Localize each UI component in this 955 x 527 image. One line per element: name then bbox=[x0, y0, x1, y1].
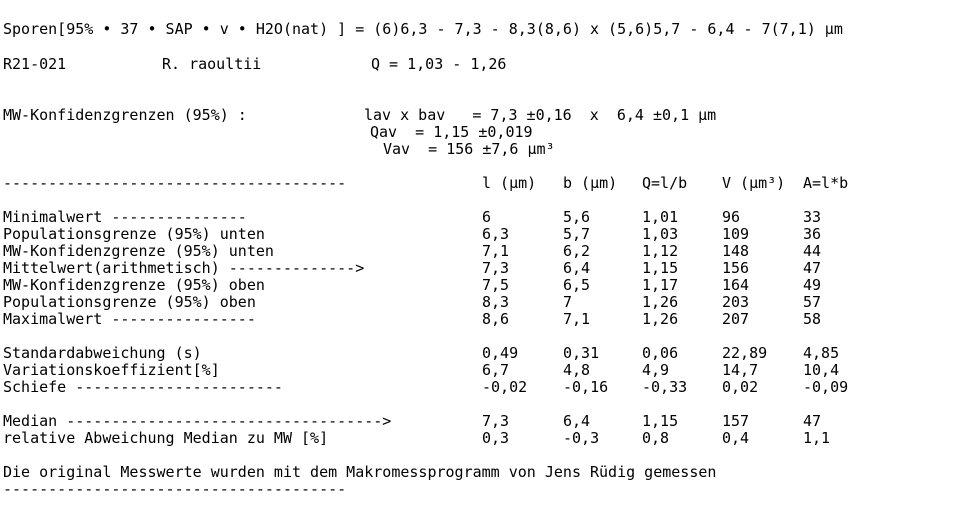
row-label: MW-Konfidenzgrenze (95%) oben bbox=[3, 276, 265, 294]
table-cell: 1,1 bbox=[803, 429, 831, 447]
table-cell: 47 bbox=[803, 259, 822, 277]
table-cell: 5,6 bbox=[563, 208, 591, 226]
table-cell: 1,26 bbox=[642, 310, 679, 328]
row-label: MW-Konfidenzgrenze (95%) unten bbox=[3, 242, 274, 260]
table-header-divider: -------------------------------------- bbox=[3, 174, 347, 192]
table-cell: 47 bbox=[803, 412, 822, 430]
table-cell: 6,3 bbox=[482, 225, 510, 243]
table-cell: 4,85 bbox=[803, 344, 840, 362]
table-cell: -0,3 bbox=[563, 429, 600, 447]
table-cell: 0,06 bbox=[642, 344, 679, 362]
table-cell: 0,4 bbox=[722, 429, 750, 447]
column-header-length: l (µm) bbox=[482, 174, 537, 192]
table-cell: 49 bbox=[803, 276, 822, 294]
row-label: Mittelwert(arithmetisch) --------------> bbox=[3, 259, 365, 277]
table-cell: 7,5 bbox=[482, 276, 510, 294]
column-header-volume: V (µm³) bbox=[722, 174, 786, 192]
column-header-q: Q=l/b bbox=[642, 174, 688, 192]
row-label: Median -----------------------------------> bbox=[3, 412, 392, 430]
table-cell: 96 bbox=[722, 208, 741, 226]
table-cell: -0,33 bbox=[642, 378, 688, 396]
qav-value: Qav = 1,15 ±0,019 bbox=[370, 123, 533, 141]
table-cell: 57 bbox=[803, 293, 822, 311]
table-cell: 7,3 bbox=[482, 412, 510, 430]
table-cell: 156 bbox=[722, 259, 750, 277]
table-cell: 22,89 bbox=[722, 344, 768, 362]
table-cell: 1,15 bbox=[642, 259, 679, 277]
table-cell: 1,01 bbox=[642, 208, 679, 226]
row-label: Populationsgrenze (95%) unten bbox=[3, 225, 265, 243]
row-label: Variationskoeffizient[%] bbox=[3, 361, 220, 379]
table-cell: -0,09 bbox=[803, 378, 849, 396]
row-label: Maximalwert ---------------- bbox=[3, 310, 256, 328]
table-cell: 1,12 bbox=[642, 242, 679, 260]
table-cell: 0,02 bbox=[722, 378, 759, 396]
table-cell: 33 bbox=[803, 208, 822, 226]
table-cell: 1,15 bbox=[642, 412, 679, 430]
table-cell: 36 bbox=[803, 225, 822, 243]
column-header-width: b (µm) bbox=[563, 174, 618, 192]
table-cell: 0,49 bbox=[482, 344, 519, 362]
lav-bav-value: lav x bav = 7,3 ±0,16 x 6,4 ±0,1 µm bbox=[364, 106, 717, 124]
table-cell: 7,1 bbox=[563, 310, 591, 328]
row-label: Standardabweichung (s) bbox=[3, 344, 202, 362]
table-cell: 148 bbox=[722, 242, 750, 260]
species-name: R. raoultii bbox=[162, 55, 262, 73]
table-cell: 207 bbox=[722, 310, 750, 328]
table-cell: 109 bbox=[722, 225, 750, 243]
row-label: Populationsgrenze (95%) oben bbox=[3, 293, 256, 311]
table-cell: 1,17 bbox=[642, 276, 679, 294]
footer-divider: -------------------------------------- bbox=[3, 480, 347, 498]
confidence-label: MW-Konfidenzgrenzen (95%) : bbox=[3, 106, 247, 124]
record-id: R21-021 bbox=[3, 55, 67, 73]
spores-summary-line: Sporen[95% • 37 • SAP • v • H2O(nat) ] = (6)6,3 - 7,3 - 8,3(8,6) x (5,6)5,7 - 6,4 - 7(7,1) µm bbox=[3, 20, 843, 38]
table-cell: 4,8 bbox=[563, 361, 591, 379]
vav-value: Vav = 156 ±7,6 µm³ bbox=[383, 140, 555, 158]
table-cell: 44 bbox=[803, 242, 822, 260]
table-cell: 8,6 bbox=[482, 310, 510, 328]
table-cell: 0,8 bbox=[642, 429, 670, 447]
column-header-area: A=l*b bbox=[803, 174, 849, 192]
q-range: Q = 1,03 - 1,26 bbox=[371, 55, 507, 73]
table-cell: -0,02 bbox=[482, 378, 528, 396]
table-cell: 4,9 bbox=[642, 361, 670, 379]
table-cell: 7 bbox=[563, 293, 573, 311]
row-label: Schiefe ----------------------- bbox=[3, 378, 283, 396]
table-cell: 7,3 bbox=[482, 259, 510, 277]
row-label: Minimalwert --------------- bbox=[3, 208, 247, 226]
table-cell: 14,7 bbox=[722, 361, 759, 379]
table-cell: 10,4 bbox=[803, 361, 840, 379]
table-cell: 58 bbox=[803, 310, 822, 328]
table-cell: 6,4 bbox=[563, 412, 591, 430]
row-label: relative Abweichung Median zu MW [%] bbox=[3, 429, 329, 447]
footer-note: Die original Messwerte wurden mit dem Makromessprogramm von Jens Rüdig gemessen bbox=[3, 463, 717, 481]
table-cell: -0,16 bbox=[563, 378, 609, 396]
table-cell: 0,3 bbox=[482, 429, 510, 447]
table-cell: 1,26 bbox=[642, 293, 679, 311]
table-cell: 6,4 bbox=[563, 259, 591, 277]
table-cell: 8,3 bbox=[482, 293, 510, 311]
table-cell: 1,03 bbox=[642, 225, 679, 243]
table-cell: 164 bbox=[722, 276, 750, 294]
table-cell: 0,31 bbox=[563, 344, 600, 362]
table-cell: 6,5 bbox=[563, 276, 591, 294]
table-cell: 6,2 bbox=[563, 242, 591, 260]
table-cell: 7,1 bbox=[482, 242, 510, 260]
table-cell: 5,7 bbox=[563, 225, 591, 243]
table-cell: 203 bbox=[722, 293, 750, 311]
table-cell: 157 bbox=[722, 412, 750, 430]
table-cell: 6 bbox=[482, 208, 492, 226]
table-cell: 6,7 bbox=[482, 361, 510, 379]
